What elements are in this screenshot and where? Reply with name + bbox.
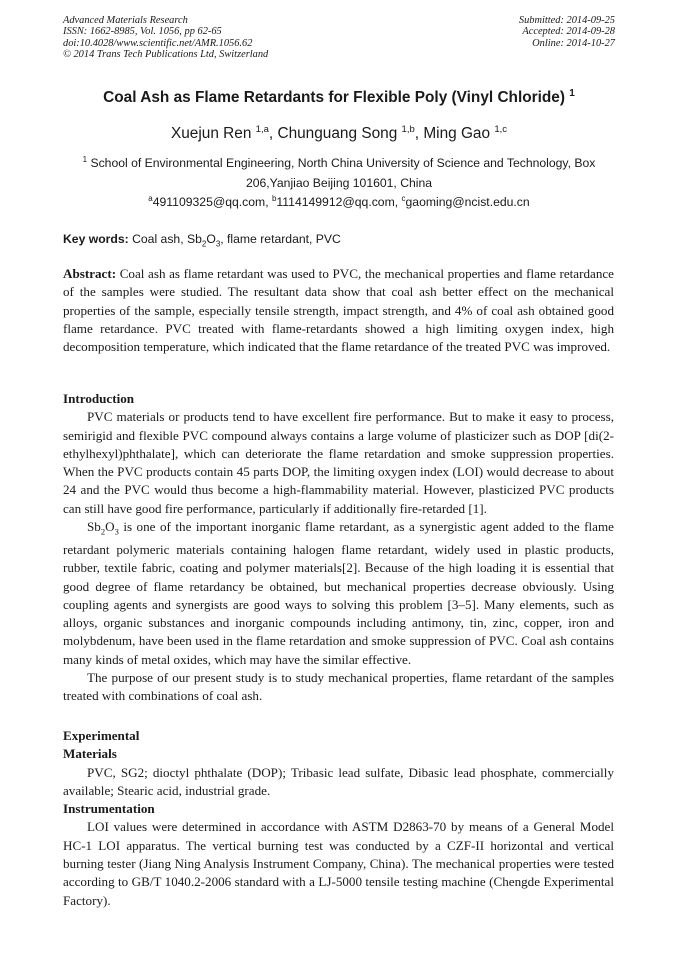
keywords-text: O bbox=[206, 232, 216, 246]
paragraph-text: O bbox=[105, 519, 115, 535]
author-affil-mark: 1,c bbox=[494, 124, 508, 135]
introduction-section bbox=[63, 390, 614, 706]
accepted-date: Accepted: 2014-09-28 bbox=[522, 26, 615, 38]
introduction-heading: Introduction bbox=[63, 391, 135, 406]
keywords bbox=[63, 232, 615, 248]
title-footnote-mark: 1 bbox=[569, 88, 575, 99]
experimental-section bbox=[63, 727, 614, 910]
affiliation-mark: 1 bbox=[82, 155, 88, 164]
author-separator: , bbox=[414, 125, 424, 143]
abstract-text: Coal ash as flame retardant was used to PVC, the mechanical properties and flame retardance of the samples were studied. The resultant data show that coal ash better effect on the mechanical properties of the sample, especially tensile strength, impact strength, and 4% of coal ash obtained good flame retardance. PVC treated with flame-retardants showed a high limiting oxygen index, high decomposition temperature, which indicated that the flame retardance of the treated PVC was improved. bbox=[63, 266, 614, 355]
author-affil-mark: 1,b bbox=[401, 124, 415, 135]
affiliation bbox=[70, 150, 608, 193]
issn-line: ISSN: 1662-8985, Vol. 1056, pp 62-65 bbox=[63, 26, 222, 38]
experimental-heading: Experimental bbox=[63, 728, 140, 743]
email-address: gaoming@ncist.edu.cn bbox=[405, 195, 530, 210]
keywords-text: , flame retardant, PVC bbox=[220, 232, 341, 246]
header-right bbox=[519, 15, 615, 49]
submitted-date: Submitted: 2014-09-25 bbox=[518, 15, 615, 26]
keyword-subscript: 3 bbox=[215, 239, 221, 249]
keywords-label: Key words: bbox=[63, 232, 129, 246]
author-name: Chunguang Song bbox=[277, 125, 398, 143]
email-mark: a bbox=[148, 194, 153, 203]
paragraph: LOI values were determined in accordance with ASTM D2863-70 by means of a General Model HC-1 LOI apparatus. The vertical burning test was conducted by a CZF-II horizontal and vertical burning tester (Jiang Ning Analysis Instrument Company, China). The mechanical properties were tested according to GB/T 1040.2-2006 standard with a LJ-5000 tensile testing machine (Chengde Experimental Factory). bbox=[63, 819, 614, 908]
author-list bbox=[40, 124, 638, 143]
online-date: Online: 2014-10-27 bbox=[532, 37, 615, 49]
paragraph: PVC materials or products tend to have excellent fire performance. But to make it easy to process, semirigid and flexible PVC compound always contains a large volume of plasticizer such as DOP [di(2-ethylhexyl)phthalate], which can deteriorate the flame retardation and smoke suppression properties. When the PVC products contain 45 parts DOP, the limiting oxygen index (LOI) would decrease to about 24 and the PVC would thus become a high-flammability material. However, plasticized PVC products can still have good fire performance, particularly if additionally fire-retarded [1]. bbox=[63, 409, 614, 516]
author-affil-mark: 1,a bbox=[255, 124, 269, 135]
doi-line: doi:10.4028/www.scientific.net/AMR.1056.62 bbox=[63, 37, 253, 49]
paragraph-subscript: 2 bbox=[100, 526, 106, 537]
paragraph: The purpose of our present study is to study mechanical properties, flame retardant of the samples treated with combinations of coal ash. bbox=[63, 670, 614, 704]
abstract-label: Abstract: bbox=[63, 266, 117, 281]
email-mark: b bbox=[271, 194, 277, 203]
author-name: Xuejun Ren bbox=[170, 125, 252, 143]
paragraph bbox=[63, 518, 614, 669]
paragraph-subscript: 3 bbox=[114, 526, 119, 537]
paper-title bbox=[40, 88, 638, 107]
email-address: 1114149912@qq.com bbox=[276, 195, 395, 210]
journal-name: Advanced Materials Research bbox=[63, 15, 188, 26]
instrumentation-heading: Instrumentation bbox=[63, 801, 155, 817]
header-left bbox=[63, 15, 268, 60]
materials-heading: Materials bbox=[63, 746, 117, 762]
email-list: $^a$491109325@qq.com, $^b$1114149912@qq.com, $^c$gaoming@ncist.edu.cn bbox=[148, 194, 530, 210]
author-separator: , bbox=[268, 125, 278, 143]
email-mark: c bbox=[401, 194, 406, 203]
affiliation-line-2: 206,Yanjiao Beijing 101601, China bbox=[245, 176, 433, 191]
abstract bbox=[63, 265, 614, 356]
paragraph: PVC, SG2; dioctyl phthalate (DOP); Tribasic lead sulfate, Dibasic lead phosphate, commercially available; Stearic acid, industrial grade. bbox=[63, 764, 614, 798]
keyword-subscript: 2 bbox=[201, 239, 207, 249]
paper-title-text: Coal Ash as Flame Retardants for Flexible Poly (Vinyl Chloride) bbox=[103, 89, 565, 107]
affiliation-line-1: School of Environmental Engineering, North China University of Science and Technology, Box bbox=[90, 156, 596, 171]
email-address: 491109325@qq.com bbox=[152, 195, 266, 210]
paragraph-text: is one of the important inorganic flame retardant, as a synergistic agent added to the flame retardant polymeric materials containing halogen flame retardant, widely used in plastic products, rubber, textile fabric, coating and polymer materials[2]. Because of the high loading it is essential that good degree of flame retardancy be obtained, but mechanical properties decrease obviously. Using coupling agents and synergists are good ways to solving this problem [3–5]. Many elements, such as alloys, organic substances and inorganic compounds including antimony, tin, zinc, copper, iron and molybdenum, have been used in the flame retardation and smoke suppression of PVC. Coal ash contains many kinds of metal oxides, which may have the similar effective. bbox=[63, 519, 614, 667]
copyright-line: © 2014 Trans Tech Publications Ltd, Switzerland bbox=[63, 48, 269, 60]
author-name: Ming Gao bbox=[423, 125, 491, 143]
keywords-text: Coal ash, Sb bbox=[132, 232, 202, 246]
paragraph-text: Sb bbox=[87, 519, 101, 535]
